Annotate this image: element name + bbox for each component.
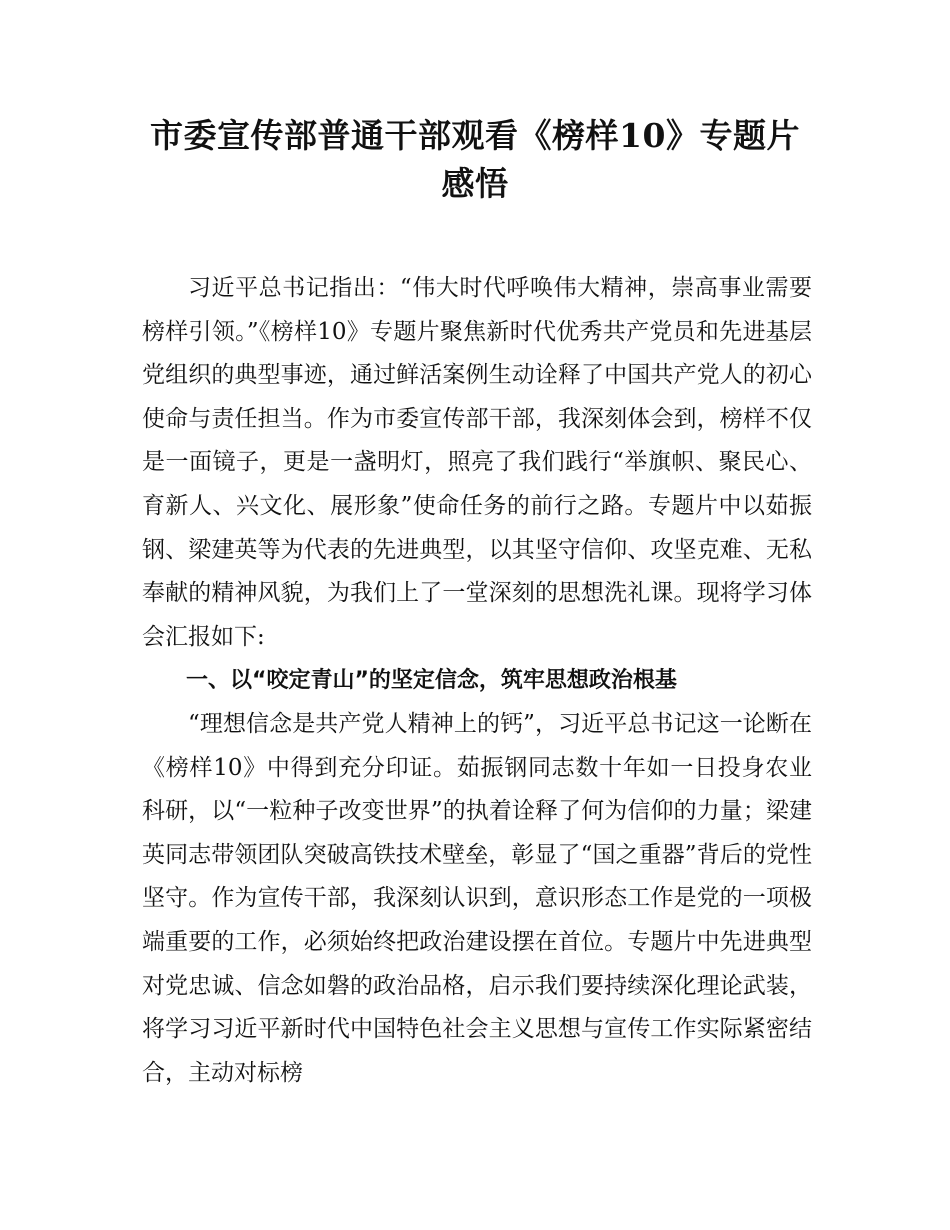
document-body: [142, 267, 812, 1095]
title-line-2: 感悟: [441, 164, 509, 203]
section-heading-1: 一、以“咬定青山”的坚定信念，筑牢思想政治根基: [186, 668, 677, 694]
document-title: [90, 112, 860, 208]
title-line-1: 市委宣传部普通干部观看《榜样10》专题片: [150, 116, 800, 155]
section-1-paragraph: “理想信念是共产党人精神上的钙”，习近平总书记这一论断在《榜样10》中得到充分印证。茹振钢同志数十年如一日投身农业科研，以“一粒种子改变世界”的执着诠释了何为信仰的力量；梁建英同志带领团队突破高铁技术壁垒，彰显了“国之重器”背后的党性坚守。作为宣传干部，我深刻认识到，意识形态工作是党的一项极端重要的工作，必须始终把政治建设摆在首位。专题片中先进典型对党忠诚、信念如磐的政治品格，启示我们要持续深化理论武装，将学习习近平新时代中国特色社会主义思想与宣传工作实际紧密结合，主动对标榜: [142, 710, 812, 1086]
intro-paragraph: 习近平总书记指出：“伟大时代呼唤伟大精神，崇高事业需要榜样引领。”《榜样10》专题片聚焦新时代优秀共产党员和先进基层党组织的典型事迹，通过鲜活案例生动诠释了中国共产党人的初心使命与责任担当。作为市委宣传部干部，我深刻体会到，榜样不仅是一面镜子，更是一盏明灯，照亮了我们践行“举旗帜、聚民心、育新人、兴文化、展形象”使命任务的前行之路。专题片中以茹振钢、梁建英等为代表的先进典型，以其坚守信仰、攻坚克难、无私奉献的精神风貌，为我们上了一堂深刻的思想洗礼课。现将学习体会汇报如下:: [142, 275, 812, 650]
